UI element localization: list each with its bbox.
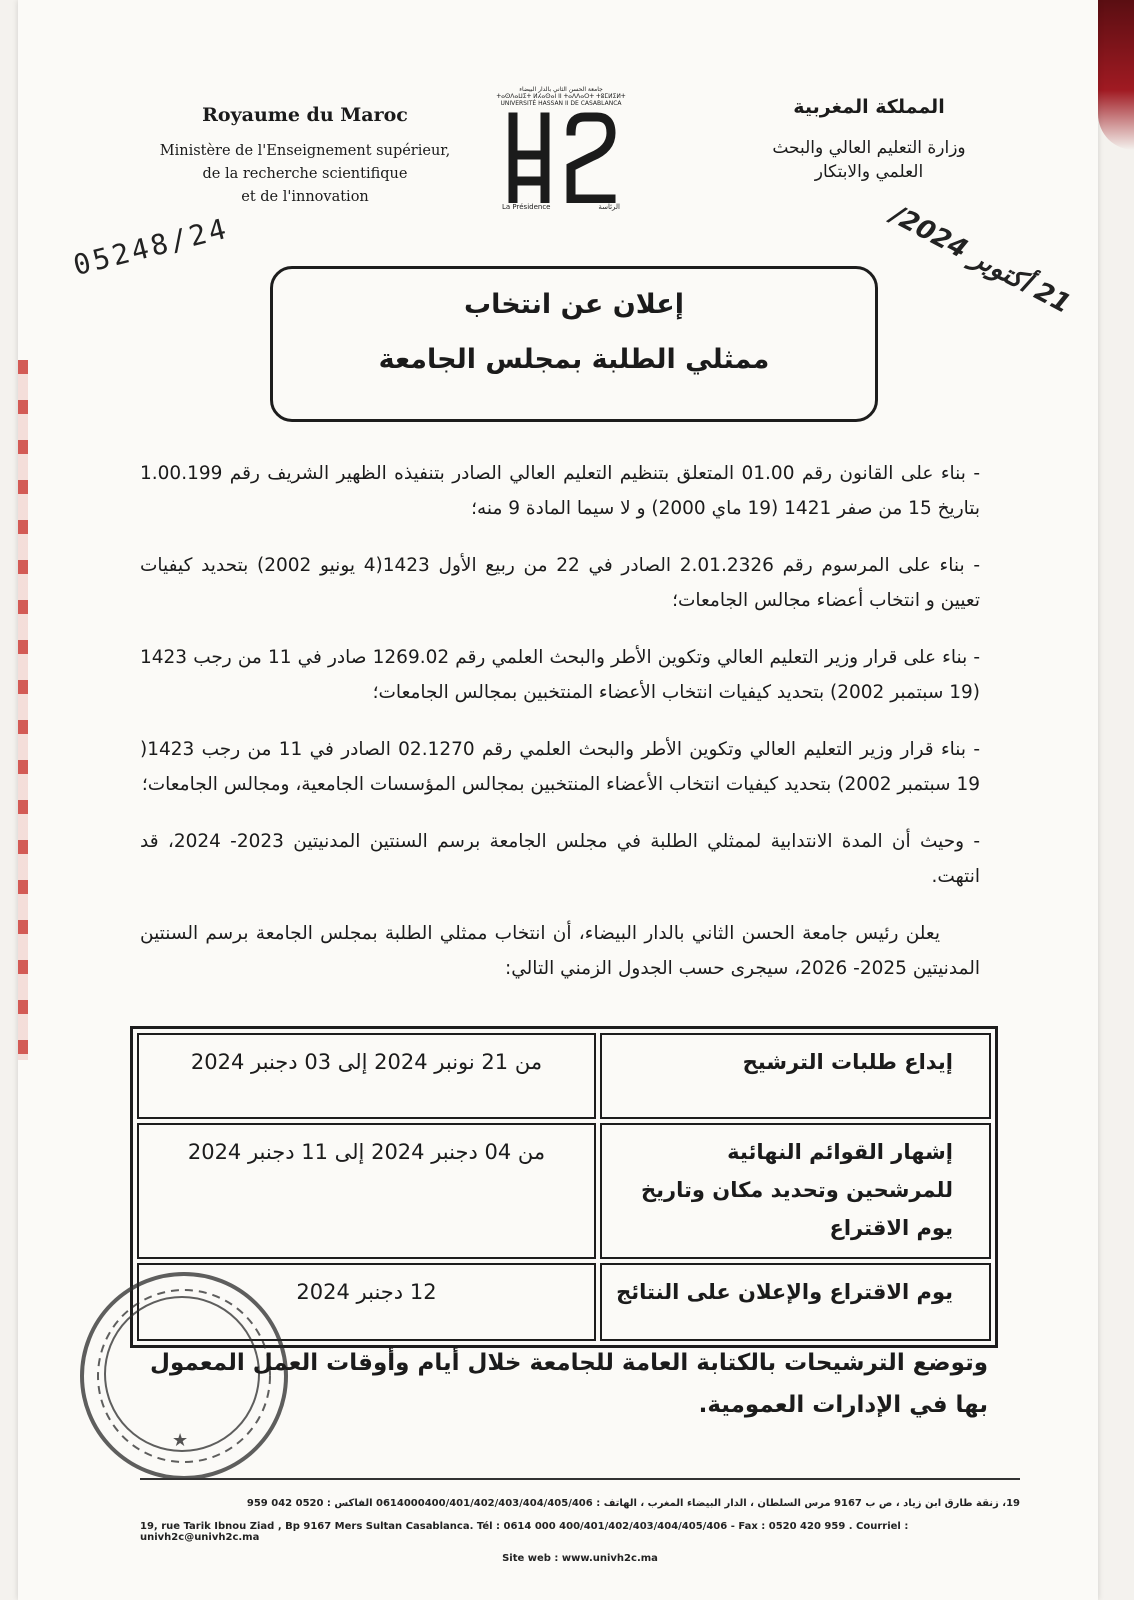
- uh2c-logo-icon: [501, 111, 621, 203]
- footer-website: Site web : www.univh2c.ma: [502, 1553, 658, 1564]
- ministry-fr-line2: de la recherche scientifique: [202, 166, 408, 182]
- reference-number: 05248/24: [70, 211, 233, 283]
- logo-text-tifinagh: ⵜⴰⵙⴷⴰⵡⵉⵜ ⵍⵃⴰⵙⴰⵏ II ⵜⴰⴷⴷⴰⵔⵜ ⵜⵓⵎⵍⵉⵍⵜ: [496, 93, 626, 100]
- table-row: [137, 1033, 991, 1119]
- schedule-label: يوم الاقتراع والإعلان على النتائج: [600, 1263, 991, 1341]
- logo-text-arabic: جامعة الحسن الثاني بالدار البيضاء: [519, 86, 603, 93]
- legal-basis-5: - وحيث أن المدة الانتدابية لممثلي الطلبة في مجلس الجامعة برسم السنتين المدنيتين 2023- 2024، قد انتهت.: [140, 831, 981, 887]
- logo-caption-ar: الرئاسة: [598, 203, 620, 211]
- legal-basis-4: - بناء قرار وزير التعليم العالي وتكوين الأطر والبحث العلمي رقم 02.1270 الصادر في 11 من رجب 1423( 19 سبتمبر 2002) بتحديد كيفيات انتخاب الأعضاء المنتخبين بمجالس المؤسسات الجامعية، ومجالس الجامعات؛: [140, 739, 981, 795]
- university-logo: [486, 86, 636, 226]
- title-line1: إعلان عن انتخاب: [464, 289, 684, 320]
- legal-basis-3: - بناء على قرار وزير التعليم العالي وتكوين الأطر والبحث العلمي رقم 1269.02 صادر في 11 من رجب 1423 (19 سبتمبر 2002) بتحديد كيفيات انتخاب الأعضاء المنتخبين بمجالس الجامعات؛: [140, 647, 980, 703]
- ministry-ar-line1: وزارة التعليم العالي والبحث: [772, 138, 966, 158]
- closing-statement: وتوضع الترشيحات بالكتابة العامة للجامعة خلال أيام وأوقات العمل المعمول بها في الإدارات العمومية.: [150, 1350, 988, 1418]
- logo-text-french: UNIVERSITÉ HASSAN II DE CASABLANCA: [500, 100, 622, 107]
- schedule-value: من 21 نونبر 2024 إلى 03 دجنبر 2024: [137, 1033, 596, 1119]
- footer-address-ar: 19، زنقة طارق ابن زياد ، ص ب 9167 مرس السلطان ، الدار البيضاء المغرب ، الهاتف : 0614000400/401/402/403/404/405/406 الفاكس : 0520 042 959: [246, 1498, 1020, 1509]
- ministry-fr-line3: et de l'innovation: [241, 189, 369, 205]
- announcement-intro: يعلن رئيس جامعة الحسن الثاني بالدار البيضاء، أن انتخاب ممثلي الطلبة بمجلس الجامعة برسم السنتين المدنيتين 2025- 2026، سيجرى حسب الجدول الزمني التالي:: [140, 923, 980, 979]
- kingdom-fr: Royaume du Maroc: [202, 104, 408, 126]
- legal-basis-2: - بناء على المرسوم رقم 2.01.2326 الصادر في 22 من ربيع الأول 1423(4 يونيو 2002) بتحديد كيفيات تعيين و انتخاب أعضاء مجالس الجامعات؛: [140, 555, 981, 611]
- table-row: [137, 1123, 991, 1259]
- binder-edge: [18, 360, 28, 1060]
- header-left-french: [140, 104, 470, 209]
- page-edge-decoration: [1098, 0, 1134, 150]
- schedule-value: من 04 دجنبر 2024 إلى 11 دجنبر 2024: [137, 1123, 596, 1259]
- schedule-label: إشهار القوائم النهائية للمرشحين وتحديد مكان وتاريخ يوم الاقتراع: [600, 1123, 991, 1259]
- logo-caption-fr: La Présidence: [502, 203, 551, 211]
- schedule-label: إيداع طلبات الترشيح: [600, 1033, 991, 1119]
- header-right-arabic: [754, 96, 984, 184]
- handwritten-date: 21 أكتوبر 2024/: [885, 200, 1076, 320]
- footer: [140, 1478, 1020, 1564]
- title-box: [270, 266, 878, 422]
- legal-basis-1: - بناء على القانون رقم 01.00 المتعلق بتنظيم التعليم العالي الصادر بتنفيذه الظهير الشريف رقم 1.00.199 بتاريخ 15 من صفر 1421 (19 ماي 2000) و لا سيما المادة 9 منه؛: [140, 463, 980, 519]
- seal-star-icon: ★: [172, 1430, 189, 1451]
- ministry-ar-line2: العلمي والابتكار: [814, 162, 924, 182]
- announcement-body: [140, 456, 980, 1008]
- footer-address-fr: 19, rue Tarik Ibnou Ziad , Bp 9167 Mers Sultan Casablanca. Tél : 0614 000 400/401/402/403/404/405/406 - Fax : 0520 420 959 . Courriel : univh2c@univh2c.ma: [140, 1521, 909, 1543]
- title-line2: ممثلي الطلبة بمجلس الجامعة: [378, 344, 770, 375]
- kingdom-ar: المملكة المغربية: [793, 96, 945, 118]
- ministry-fr-line1: Ministère de l'Enseignement supérieur,: [159, 143, 451, 159]
- schedule-value: 12 دجنبر 2024: [137, 1263, 596, 1341]
